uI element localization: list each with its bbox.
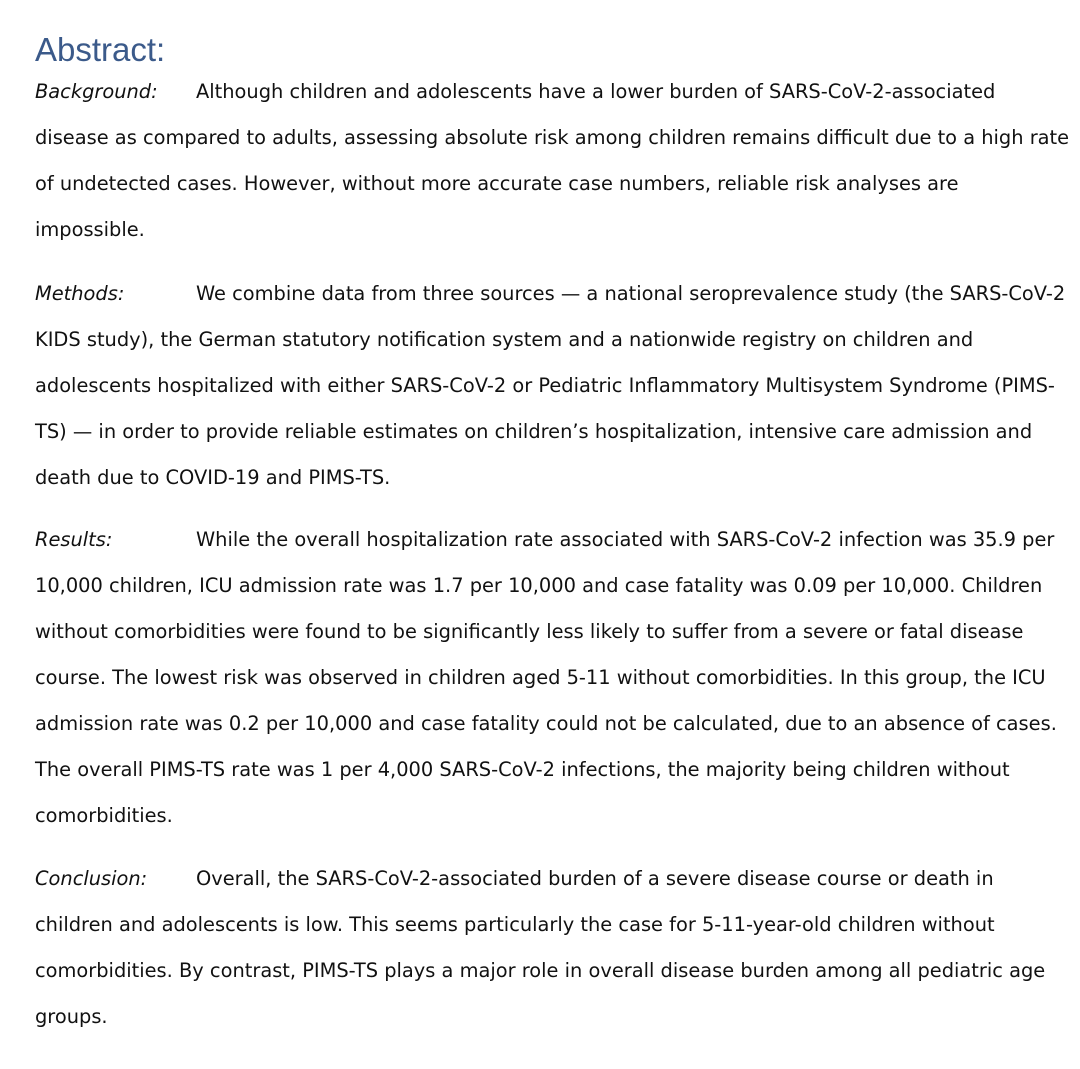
section-label-results: Results: [35, 528, 113, 551]
section-label-conclusion: Conclusion: [35, 867, 148, 890]
section-label-methods: Methods: [35, 282, 125, 305]
section-text-background: Although children and adolescents have a lower burden of SARS-CoV-2-associated disease as compared to adults, assessing absolute risk among children remains difficult due to a high rate of undetected cases. However, without more accurate case numbers, reliable risk analyses are impossible. [35, 80, 1070, 241]
abstract-heading: Abstract: [35, 31, 166, 68]
section-methods [35, 271, 1070, 501]
section-label-background: Background: [35, 80, 158, 103]
section-background [35, 69, 1070, 253]
section-results [35, 517, 1070, 839]
section-conclusion [35, 856, 1070, 1040]
section-text-methods: We combine data from three sources — a national seroprevalence study (the SARS-CoV-2 KIDS study), the German statutory notification system and a nationwide registry on children and adolescents hospitalized with either SARS-CoV-2 or Pediatric Inflammatory Multisystem Syndrome (PIMS-TS) — in order to provide reliable estimates on children’s hospitalization, intensive care admission and death due to COVID-19 and PIMS-TS. [35, 282, 1066, 489]
section-text-results: While the overall hospitalization rate associated with SARS-CoV-2 infection was 35.9 per 10,000 children, ICU admission rate was 1.7 per 10,000 and case fatality was 0.09 per 10,000. Children without comorbidities were found to be significantly less likely to suffer from a severe or fatal disease course. The lowest risk was observed in children aged 5-11 without comorbidities. In this group, the ICU admission rate was 0.2 per 10,000 and case fatality could not be calculated, due to an absence of cases. The overall PIMS-TS rate was 1 per 4,000 SARS-CoV-2 infections, the majority being children without comorbidities. [35, 528, 1057, 827]
section-text-conclusion: Overall, the SARS-CoV-2-associated burden of a severe disease course or death in children and adolescents is low. This seems particularly the case for 5-11-year-old children without comorbidities. By contrast, PIMS-TS plays a major role in overall disease burden among all pediatric age groups. [35, 867, 1046, 1028]
abstract-page [35, 0, 1070, 1069]
